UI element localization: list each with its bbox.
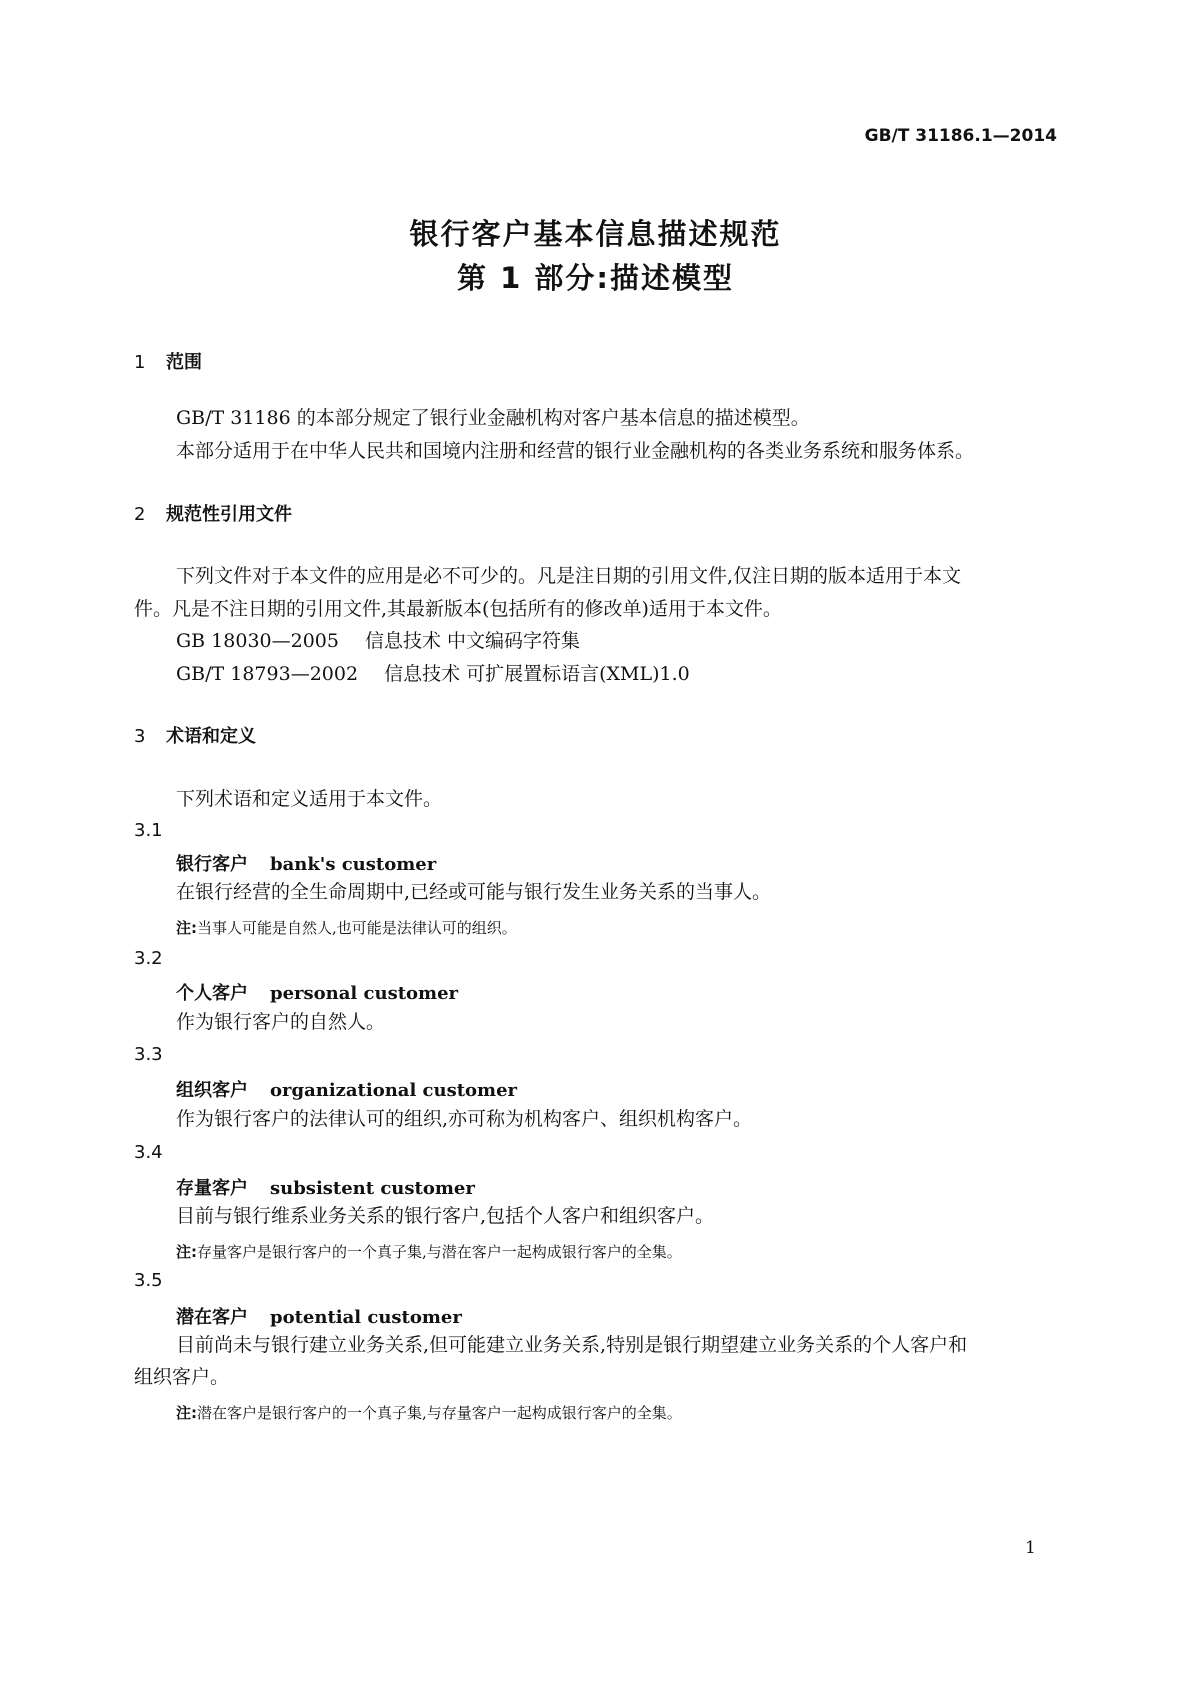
- section-1-heading: [134, 348, 202, 374]
- note-label: 注:: [176, 1404, 197, 1422]
- term-zh: 潜在客户: [176, 1307, 248, 1328]
- term-note: [176, 917, 517, 938]
- term-heading: [176, 1174, 475, 1200]
- term-zh: 银行客户: [176, 854, 248, 875]
- term-definition: 目前尚未与银行建立业务关系,但可能建立业务关系,特别是银行期望建立业务关系的个人客户和: [176, 1334, 968, 1356]
- term-note: [176, 1241, 682, 1262]
- section-title: 范围: [166, 352, 202, 373]
- term-zh: 组织客户: [176, 1080, 248, 1101]
- note-label: 注:: [176, 1243, 197, 1261]
- section-title: 规范性引用文件: [166, 504, 292, 525]
- term-zh: 个人客户: [176, 983, 248, 1004]
- term-zh: 存量客户: [176, 1178, 248, 1199]
- term-definition-continuation: 组织客户。: [134, 1366, 230, 1388]
- term-heading: [176, 1303, 462, 1329]
- note-label: 注:: [176, 919, 197, 937]
- paragraph: 本部分适用于在中华人民共和国境内注册和经营的银行业金融机构的各类业务系统和服务体系。: [176, 440, 975, 462]
- reference-code: GB/T 18793—2002: [176, 663, 359, 685]
- section-2-heading: [134, 500, 292, 526]
- term-definition: 在银行经营的全生命周期中,已经或可能与银行发生业务关系的当事人。: [176, 881, 772, 903]
- term-en: organizational customer: [270, 1080, 518, 1101]
- paragraph-continuation: 件。凡是不注日期的引用文件,其最新版本(包括所有的修改单)适用于本文件。: [134, 598, 782, 620]
- paragraph: 下列术语和定义适用于本文件。: [176, 788, 443, 810]
- note-text: 当事人可能是自然人,也可能是法律认可的组织。: [197, 919, 517, 937]
- reference-code: GB 18030—2005: [176, 630, 339, 652]
- page-number: 1: [1025, 1538, 1036, 1558]
- section-number: 3: [134, 726, 146, 747]
- paragraph: 下列文件对于本文件的应用是必不可少的。凡是注日期的引用文件,仅注日期的版本适用于本文: [176, 565, 962, 587]
- term-number: 3.5: [134, 1270, 163, 1291]
- term-heading: [176, 979, 458, 1005]
- paragraph: GB/T 31186 的本部分规定了银行业金融机构对客户基本信息的描述模型。: [176, 407, 810, 429]
- normative-reference: [176, 656, 690, 692]
- term-en: potential customer: [270, 1307, 462, 1328]
- document-subtitle: 第 1 部分:描述模型: [457, 261, 734, 295]
- normative-reference: [176, 623, 580, 659]
- term-number: 3.1: [134, 820, 163, 841]
- reference-title: 信息技术 中文编码字符集: [364, 630, 581, 652]
- term-number: 3.2: [134, 948, 163, 969]
- reference-title: 信息技术 可扩展置标语言(XML)1.0: [384, 663, 690, 685]
- note-text: 存量客户是银行客户的一个真子集,与潜在客户一起构成银行客户的全集。: [197, 1243, 682, 1261]
- term-en: personal customer: [270, 983, 458, 1004]
- term-en: subsistent customer: [270, 1178, 475, 1199]
- term-number: 3.3: [134, 1044, 163, 1065]
- section-number: 1: [134, 352, 146, 373]
- term-definition: 作为银行客户的自然人。: [176, 1011, 386, 1033]
- term-heading: [176, 1076, 517, 1102]
- term-definition: 作为银行客户的法律认可的组织,亦可称为机构客户、组织机构客户。: [176, 1108, 753, 1130]
- section-number: 2: [134, 504, 146, 525]
- term-heading: [176, 850, 436, 876]
- standard-code: GB/T 31186.1—2014: [864, 126, 1057, 146]
- section-3-heading: [134, 722, 256, 748]
- term-definition: 目前与银行维系业务关系的银行客户,包括个人客户和组织客户。: [176, 1205, 715, 1227]
- document-title: 银行客户基本信息描述规范: [409, 217, 782, 251]
- term-note: [176, 1402, 682, 1423]
- note-text: 潜在客户是银行客户的一个真子集,与存量客户一起构成银行客户的全集。: [197, 1404, 682, 1422]
- section-title: 术语和定义: [166, 726, 256, 747]
- term-en: bank's customer: [270, 854, 437, 875]
- term-number: 3.4: [134, 1142, 163, 1163]
